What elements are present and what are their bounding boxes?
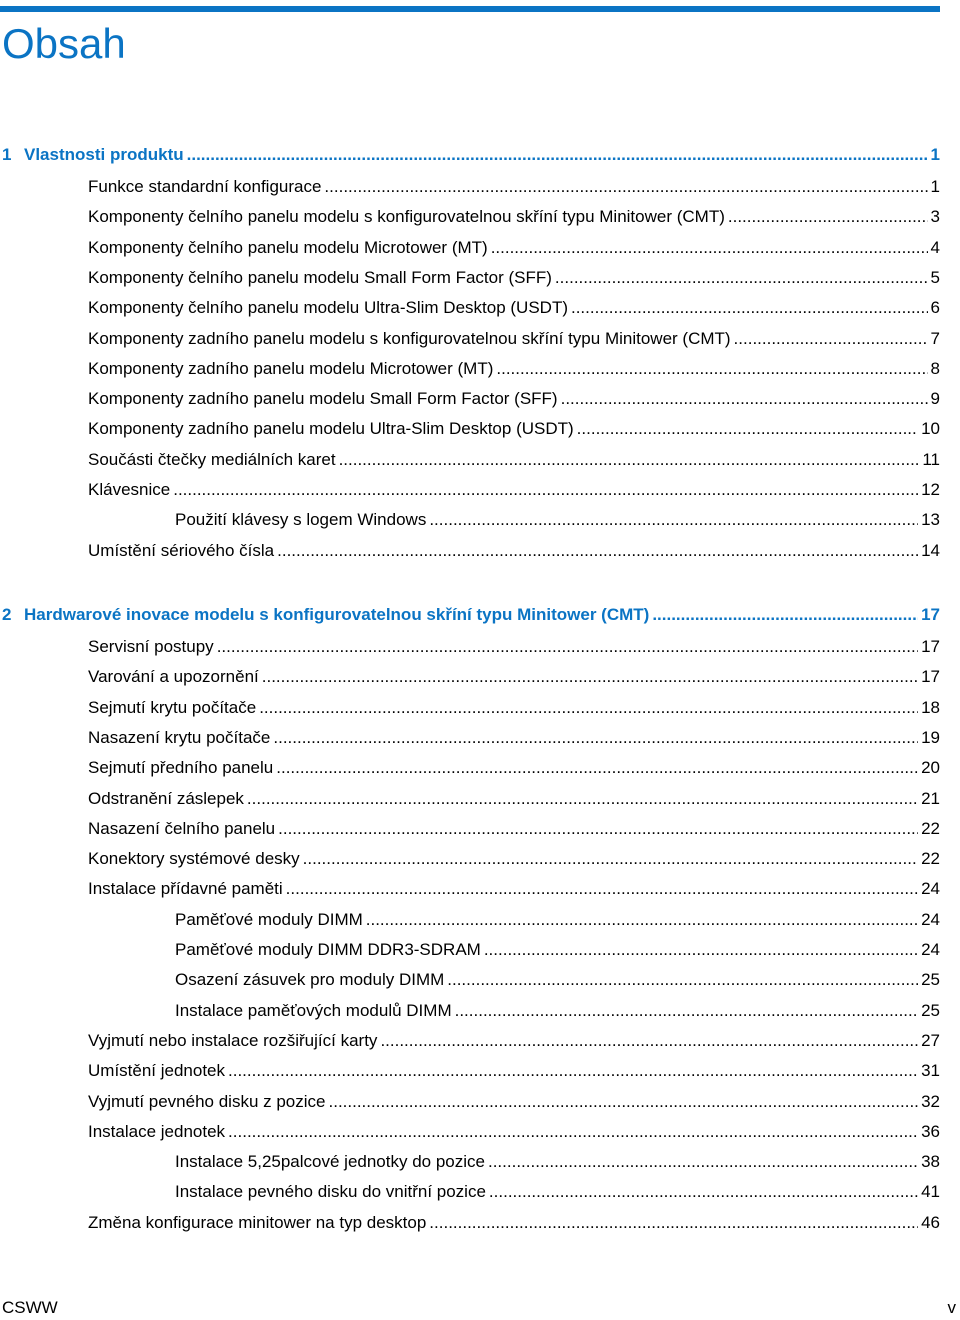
toc-leader-dots <box>455 996 918 1026</box>
toc-page-number: 27 <box>921 1030 940 1050</box>
toc-entry-title: Komponenty čelního panelu modelu Microtower (MT) <box>88 237 488 257</box>
toc-entry[interactable] <box>88 784 940 814</box>
toc-page-number: 24 <box>921 940 940 959</box>
toc-entry-title: Komponenty zadního panelu modelu Ultra-Slim Desktop (USDT) <box>88 419 574 439</box>
toc-entry[interactable] <box>175 996 940 1026</box>
toc-leader-dots <box>173 475 918 505</box>
toc-entry[interactable] <box>88 632 940 662</box>
toc-page-number: 22 <box>921 818 940 838</box>
toc-leader-dots <box>652 600 918 630</box>
toc-chapter-1[interactable] <box>2 140 940 170</box>
toc-entry[interactable] <box>88 693 940 723</box>
toc-entry-title: Použití klávesy s logem Windows <box>175 510 427 530</box>
toc-entry[interactable] <box>88 414 940 444</box>
toc-page-number: 22 <box>921 849 940 869</box>
toc-entry[interactable] <box>175 905 940 935</box>
toc-entry-title: Funkce standardní konfigurace <box>88 177 322 196</box>
toc-entry-title: Komponenty čelního panelu modelu s konfigurovatelnou skříní typu Minitower (CMT) <box>88 207 725 227</box>
toc-entry-title: Osazení zásuvek pro moduly DIMM <box>175 970 445 990</box>
toc-entry-title: Vyjmutí nebo instalace rozšiřující karty <box>88 1030 378 1050</box>
toc-page-number: 10 <box>921 419 940 439</box>
toc-leader-dots <box>262 662 918 692</box>
toc-entry-title: Paměťové moduly DIMM DDR3-SDRAM <box>175 940 481 959</box>
toc-entry[interactable] <box>88 844 940 874</box>
toc-leader-dots <box>734 324 928 354</box>
toc-page-number: 17 <box>921 637 940 656</box>
toc-page-number: 5 <box>930 267 940 287</box>
toc-page-number: 25 <box>921 970 940 990</box>
toc-leader-dots <box>484 935 918 965</box>
toc-chapter-title: 1 Vlastnosti produktu <box>2 140 184 170</box>
toc-page-number: 24 <box>921 909 940 929</box>
toc-entry-title: Komponenty čelního panelu modelu Small Form Factor (SFF) <box>88 267 552 287</box>
toc-leader-dots <box>217 632 918 662</box>
toc-leader-dots <box>447 965 918 995</box>
toc-entry-title: Varování a upozornění <box>88 667 259 687</box>
toc-page-number: 17 <box>921 605 940 624</box>
toc-entry-title: Instalace jednotek <box>88 1121 226 1141</box>
toc-page-number: 38 <box>921 1152 940 1172</box>
toc-entry-title: Instalace paměťových modulů DIMM <box>175 1000 452 1020</box>
toc-page-number: 9 <box>930 389 940 409</box>
toc-page-number: 21 <box>921 788 940 808</box>
toc-entry-title: Klávesnice <box>88 480 171 499</box>
toc-leader-dots <box>496 354 927 384</box>
toc-leader-dots <box>380 1026 918 1056</box>
toc-leader-dots <box>329 1087 919 1117</box>
toc-page-number: 7 <box>930 328 940 348</box>
toc-entry[interactable] <box>88 814 940 844</box>
toc-page-number: 36 <box>921 1121 940 1141</box>
toc-chapter-number: 2 <box>2 605 12 624</box>
toc-page-number: 25 <box>921 1000 940 1020</box>
toc-page-number: 1 <box>930 177 940 196</box>
toc-entry-title: Instalace pevného disku do vnitřní pozice <box>175 1182 486 1202</box>
toc-leader-dots <box>247 784 918 814</box>
toc-entry[interactable] <box>175 935 940 965</box>
top-rule <box>0 6 940 12</box>
toc-entry[interactable] <box>88 874 940 904</box>
toc-entry-title: Komponenty čelního panelu modelu Ultra-Slim Desktop (USDT) <box>88 298 568 318</box>
toc-entry[interactable] <box>88 662 940 692</box>
toc-page-number: 17 <box>921 667 940 687</box>
toc-entry-title: Servisní postupy <box>88 637 214 656</box>
toc-leader-dots <box>324 172 927 202</box>
toc-leader-dots <box>555 263 928 293</box>
toc-entry-title: Sejmutí krytu počítače <box>88 697 257 717</box>
page-title: Obsah <box>2 20 126 67</box>
toc-leader-dots <box>273 723 918 753</box>
toc-entry[interactable] <box>88 263 940 293</box>
toc-entry-title: Komponenty zadního panelu modelu s konfigurovatelnou skříní typu Minitower (CMT) <box>88 328 731 348</box>
toc-leader-dots <box>277 536 918 566</box>
toc-entry[interactable] <box>88 354 940 384</box>
toc-entry[interactable] <box>88 445 940 475</box>
toc-entry[interactable] <box>88 384 940 414</box>
toc-leader-dots <box>488 1147 918 1177</box>
toc-entry-title: Komponenty zadního panelu modelu Small Form Factor (SFF) <box>88 389 558 409</box>
toc-leader-dots <box>491 233 928 263</box>
toc-entry-title: Sejmutí předního panelu <box>88 758 274 778</box>
toc-entry-title: Instalace přídavné paměti <box>88 879 283 899</box>
toc-entry[interactable] <box>175 1147 940 1177</box>
toc-chapter-2[interactable] <box>2 600 940 630</box>
toc-entry[interactable] <box>88 172 940 202</box>
toc-entry-title: Nasazení čelního panelu <box>88 818 276 838</box>
toc-leader-dots <box>728 202 928 232</box>
toc-page-number: 1 <box>930 145 940 164</box>
toc-entry[interactable] <box>175 965 940 995</box>
toc-leader-dots <box>339 445 920 475</box>
toc-page-number: 18 <box>921 697 940 717</box>
toc-chapter-number: 1 <box>2 145 12 164</box>
toc-page-number: 31 <box>921 1061 940 1081</box>
toc-leader-dots <box>366 905 918 935</box>
toc-leader-dots <box>429 505 918 535</box>
toc-leader-dots <box>561 384 928 414</box>
toc-leader-dots <box>259 693 918 723</box>
toc-entry-title: Změna konfigurace minitower na typ desktop <box>88 1212 427 1232</box>
toc-entry[interactable] <box>88 1087 940 1117</box>
toc-entry-title: Instalace 5,25palcové jednotky do pozice <box>175 1152 485 1172</box>
toc-page-number: 11 <box>922 449 940 469</box>
toc-leader-dots <box>278 814 918 844</box>
toc-entry[interactable] <box>175 505 940 535</box>
toc-entry[interactable] <box>88 233 940 263</box>
toc-leader-dots <box>489 1177 918 1207</box>
toc-entry[interactable] <box>88 1056 940 1086</box>
footer-right: v <box>947 1298 956 1317</box>
toc-entry[interactable] <box>88 1026 940 1056</box>
toc-leader-dots <box>187 140 928 170</box>
toc-leader-dots <box>228 1117 918 1147</box>
toc-entry[interactable] <box>88 723 940 753</box>
toc-entry-title: Umístění jednotek <box>88 1061 226 1081</box>
toc-entry[interactable] <box>88 475 940 505</box>
toc-entry[interactable] <box>175 1177 940 1207</box>
toc-entry[interactable] <box>88 536 940 566</box>
toc-page-number: 20 <box>921 758 940 778</box>
toc-leader-dots <box>429 1208 918 1238</box>
toc-entry-title: Vyjmutí pevného disku z pozice <box>88 1091 326 1111</box>
toc-chapter-title: 2 Hardwarové inovace modelu s konfigurovatelnou skříní typu Minitower (CMT) <box>2 600 649 630</box>
toc-entry[interactable] <box>88 753 940 783</box>
toc-page-number: 19 <box>921 727 940 747</box>
toc-page-number: 24 <box>921 879 940 899</box>
toc-entry-title: Konektory systémové desky <box>88 849 300 869</box>
toc-leader-dots <box>228 1056 918 1086</box>
toc-leader-dots <box>577 414 918 444</box>
toc-entry-title: Umístění sériového čísla <box>88 540 275 560</box>
toc-page-number: 3 <box>930 207 940 227</box>
toc-page-number: 32 <box>921 1091 940 1111</box>
toc-leader-dots <box>276 753 918 783</box>
toc-entry[interactable] <box>88 1117 940 1147</box>
toc-leader-dots <box>286 874 918 904</box>
footer-left: CSWW <box>2 1298 58 1317</box>
toc-page-number: 13 <box>921 510 940 530</box>
toc-entry[interactable] <box>88 1208 940 1238</box>
toc-page-number: 41 <box>921 1182 940 1202</box>
toc-page-number: 6 <box>930 298 940 318</box>
toc-page-number: 8 <box>930 358 940 378</box>
toc-page-number: 12 <box>921 480 940 499</box>
toc-page-number: 4 <box>930 237 940 257</box>
toc-entry[interactable] <box>88 202 940 232</box>
toc-entry-title: Komponenty zadního panelu modelu Microtower (MT) <box>88 358 494 378</box>
toc-entry-title: Odstranění záslepek <box>88 788 244 808</box>
toc-page-number: 14 <box>921 540 940 560</box>
toc-entry-title: Paměťové moduly DIMM <box>175 909 363 929</box>
toc-entry-title: Součásti čtečky mediálních karet <box>88 449 336 469</box>
toc-entry[interactable] <box>88 293 940 323</box>
toc-leader-dots <box>571 293 928 323</box>
toc-leader-dots <box>303 844 918 874</box>
toc-page-number: 46 <box>921 1212 940 1232</box>
toc-entry-title: Nasazení krytu počítače <box>88 727 271 747</box>
toc-entry[interactable] <box>88 324 940 354</box>
